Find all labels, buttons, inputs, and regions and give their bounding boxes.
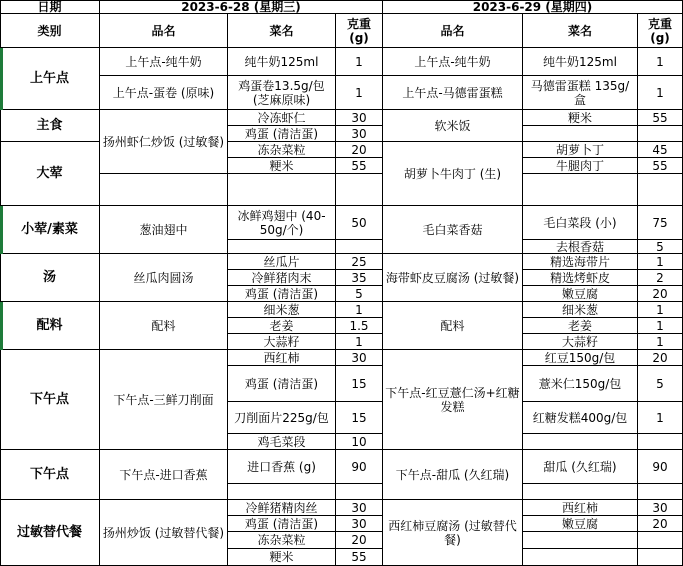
d1-alt-w-1[interactable]: 30 bbox=[336, 500, 383, 516]
d2-am-w-1[interactable]: 1 bbox=[638, 48, 683, 76]
d1-pm2-ing[interactable]: 进口香蕉 (g) bbox=[228, 450, 336, 484]
d1-pm2-dish[interactable]: 下午点-进口香蕉 bbox=[100, 450, 228, 500]
category-soup[interactable]: 汤 bbox=[0, 254, 100, 302]
d2-alt-empty-ing-1[interactable] bbox=[523, 532, 638, 549]
d1-alt-dish[interactable]: 扬州炒饭 (过敏替代餐) bbox=[100, 500, 228, 566]
d1-alt-ing-2[interactable]: 鸡蛋 (清洁蛋) bbox=[228, 516, 336, 532]
d1-pm-ing-1[interactable]: 西红柿 bbox=[228, 350, 336, 366]
row-marker bbox=[0, 302, 3, 350]
d2-pm-ing-2[interactable]: 薏米仁150g/包 bbox=[523, 366, 638, 402]
d2-big-dish[interactable]: 胡萝卜牛肉丁 (生) bbox=[383, 142, 523, 206]
d2-alt-empty-w-1[interactable] bbox=[638, 532, 683, 549]
d1-am-w-2[interactable]: 1 bbox=[336, 76, 383, 110]
category-side-dish[interactable]: 小荤/素菜 bbox=[0, 206, 100, 254]
d2-alt-ing-1[interactable]: 西红柿 bbox=[523, 500, 638, 516]
d1-main-w-1[interactable]: 30 bbox=[336, 110, 383, 126]
d1-main-ing-2[interactable]: 鸡蛋 (清洁蛋) bbox=[228, 126, 336, 142]
category-morning-snack[interactable]: 上午点 bbox=[0, 48, 100, 110]
d1-am-dish-1[interactable]: 上午点-纯牛奶 bbox=[100, 48, 228, 76]
d2-pm2-empty-ing[interactable] bbox=[523, 484, 638, 500]
d1-pl-w-1[interactable]: 1 bbox=[336, 302, 383, 318]
d2-big-empty-w[interactable] bbox=[638, 174, 683, 206]
d1-pm-w-3[interactable]: 15 bbox=[336, 402, 383, 434]
d1-small-w[interactable]: 50 bbox=[336, 206, 383, 240]
category-seasoning[interactable]: 配料 bbox=[0, 302, 100, 350]
header-date-1[interactable]: 2023-6-28 (星期三) bbox=[100, 0, 383, 14]
d1-main-dish[interactable]: 扬州虾仁炒饭 (过敏餐) bbox=[100, 110, 228, 174]
d2-am-w-2[interactable]: 1 bbox=[638, 76, 683, 110]
d1-alt-w-4[interactable]: 55 bbox=[336, 549, 383, 566]
d2-big-w-2[interactable]: 55 bbox=[638, 158, 683, 174]
d1-pl-ing-1[interactable]: 细米葱 bbox=[228, 302, 336, 318]
d2-alt-w-1[interactable]: 30 bbox=[638, 500, 683, 516]
header-date-label[interactable]: 日期 bbox=[0, 0, 100, 14]
d2-alt-empty-w-2[interactable] bbox=[638, 549, 683, 566]
header-date-2[interactable]: 2023-6-29 (星期四) bbox=[383, 0, 683, 14]
d2-pm2-w[interactable]: 90 bbox=[638, 450, 683, 484]
d2-pm2-dish[interactable]: 下午点-甜瓜 (久红瑞) bbox=[383, 450, 523, 500]
d2-soup-dish[interactable]: 海带虾皮豆腐汤 (过敏餐) bbox=[383, 254, 523, 302]
d2-small-w-1[interactable]: 75 bbox=[638, 206, 683, 240]
d1-small-empty-ing[interactable] bbox=[228, 240, 336, 254]
d1-small-empty-w[interactable] bbox=[336, 240, 383, 254]
category-allergy-alt[interactable]: 过敏替代餐 bbox=[0, 500, 100, 566]
d2-am-ing-1[interactable]: 纯牛奶125ml bbox=[523, 48, 638, 76]
d1-main-ing-1[interactable]: 冷冻虾仁 bbox=[228, 110, 336, 126]
header-category[interactable]: 类别 bbox=[0, 14, 100, 48]
d1-pm-ing-4[interactable]: 鸡毛菜段 bbox=[228, 434, 336, 450]
d1-pm-w-1[interactable]: 30 bbox=[336, 350, 383, 366]
d2-big-ing-2[interactable]: 牛腿肉丁 bbox=[523, 158, 638, 174]
d2-pm-w-1[interactable]: 20 bbox=[638, 350, 683, 366]
d1-pl-ing-2[interactable]: 老姜 bbox=[228, 318, 336, 334]
d1-small-dish[interactable]: 葱油翅中 bbox=[100, 206, 228, 254]
d1-pl-ing-3[interactable]: 大蒜籽 bbox=[228, 334, 336, 350]
d2-soup-ing-1[interactable]: 精选海带片 bbox=[523, 254, 638, 270]
d2-soup-w-2[interactable]: 2 bbox=[638, 270, 683, 286]
d1-main-empty-w[interactable] bbox=[336, 174, 383, 206]
d2-rice-ing[interactable]: 粳米 bbox=[523, 110, 638, 126]
d1-main-ing-3[interactable]: 冻杂菜粒 bbox=[228, 142, 336, 158]
d1-pl-w-3[interactable]: 1 bbox=[336, 334, 383, 350]
d2-soup-w-1[interactable]: 1 bbox=[638, 254, 683, 270]
d1-alt-ing-4[interactable]: 粳米 bbox=[228, 549, 336, 566]
d1-pm2-empty-ing[interactable] bbox=[228, 484, 336, 500]
category-afternoon-snack-1[interactable]: 下午点 bbox=[0, 350, 100, 450]
d2-pm2-ing[interactable]: 甜瓜 (久红瑞) bbox=[523, 450, 638, 484]
d1-pm-ing-3[interactable]: 刀削面片225g/包 bbox=[228, 402, 336, 434]
d1-main-empty-ing[interactable] bbox=[228, 174, 336, 206]
d2-pl-w-3[interactable]: 1 bbox=[638, 334, 683, 350]
d2-pm-w-3[interactable]: 1 bbox=[638, 402, 683, 434]
d1-am-ing-2[interactable]: 鸡蛋卷13.5g/包 (芝麻原味) bbox=[228, 76, 336, 110]
d1-main-w-2[interactable]: 30 bbox=[336, 126, 383, 142]
row-marker bbox=[0, 206, 3, 254]
d1-main-ing-4[interactable]: 粳米 bbox=[228, 158, 336, 174]
d2-pm-ing-3[interactable]: 红糖发糕400g/包 bbox=[523, 402, 638, 434]
d2-am-dish-2[interactable]: 上午点-马德雷蛋糕 bbox=[383, 76, 523, 110]
d2-rice-w[interactable]: 55 bbox=[638, 110, 683, 126]
d2-pm-w-2[interactable]: 5 bbox=[638, 366, 683, 402]
d2-pl-w-1[interactable]: 1 bbox=[638, 302, 683, 318]
d2-big-empty-ing[interactable] bbox=[523, 174, 638, 206]
d2-pl-ing-3[interactable]: 大蒜籽 bbox=[523, 334, 638, 350]
d1-alt-w-2[interactable]: 30 bbox=[336, 516, 383, 532]
d1-am-dish-2[interactable]: 上午点-蛋卷 (原味) bbox=[100, 76, 228, 110]
d2-pl-ing-2[interactable]: 老姜 bbox=[523, 318, 638, 334]
d1-pl-dish[interactable]: 配料 bbox=[100, 302, 228, 350]
d1-soup-w-3[interactable]: 5 bbox=[336, 286, 383, 302]
d2-pm-ing-1[interactable]: 红豆150g/包 bbox=[523, 350, 638, 366]
d1-pm2-empty-w[interactable] bbox=[336, 484, 383, 500]
d1-pm-w-4[interactable]: 10 bbox=[336, 434, 383, 450]
d2-soup-ing-3[interactable]: 嫩豆腐 bbox=[523, 286, 638, 302]
d1-alt-ing-1[interactable]: 冷鲜猪精肉丝 bbox=[228, 500, 336, 516]
d2-pm2-empty-w[interactable] bbox=[638, 484, 683, 500]
d2-pm-empty-ing[interactable] bbox=[523, 434, 638, 450]
d2-rice-dish[interactable]: 软米饭 bbox=[383, 110, 523, 142]
d2-big-w-1[interactable]: 45 bbox=[638, 142, 683, 158]
d1-am-ing-1[interactable]: 纯牛奶125ml bbox=[228, 48, 336, 76]
category-main-meat[interactable]: 大荤 bbox=[0, 142, 100, 206]
d2-alt-w-2[interactable]: 20 bbox=[638, 516, 683, 532]
category-staple[interactable]: 主食 bbox=[0, 110, 100, 142]
d1-pm-ing-2[interactable]: 鸡蛋 (清洁蛋) bbox=[228, 366, 336, 402]
d1-soup-w-1[interactable]: 25 bbox=[336, 254, 383, 270]
d2-am-ing-2[interactable]: 马德雷蛋糕 135g/盒 bbox=[523, 76, 638, 110]
d1-below-main-empty[interactable] bbox=[100, 174, 228, 206]
header-ingredient-1[interactable]: 菜名 bbox=[228, 14, 336, 48]
d1-main-w-3[interactable]: 20 bbox=[336, 142, 383, 158]
d2-alt-dish[interactable]: 西红柿豆腐汤 (过敏替代餐) bbox=[383, 500, 523, 566]
row-marker bbox=[0, 48, 3, 110]
d2-am-dish-1[interactable]: 上午点-纯牛奶 bbox=[383, 48, 523, 76]
header-dish-2[interactable]: 品名 bbox=[383, 14, 523, 48]
d1-soup-ing-2[interactable]: 冷鲜猪肉末 bbox=[228, 270, 336, 286]
d1-pl-w-2[interactable]: 1.5 bbox=[336, 318, 383, 334]
d2-alt-ing-2[interactable]: 嫩豆腐 bbox=[523, 516, 638, 532]
header-ingredient-2[interactable]: 菜名 bbox=[523, 14, 638, 48]
category-afternoon-snack-2[interactable]: 下午点 bbox=[0, 450, 100, 500]
d1-alt-w-3[interactable]: 20 bbox=[336, 532, 383, 549]
header-dish-1[interactable]: 品名 bbox=[100, 14, 228, 48]
d2-rice-empty-ing[interactable] bbox=[523, 126, 638, 142]
d2-pm-dish[interactable]: 下午点-红豆薏仁汤+红糖发糕 bbox=[383, 350, 523, 450]
d1-small-ing[interactable]: 冰鲜鸡翅中 (40-50g/个) bbox=[228, 206, 336, 240]
d2-pm-empty-w[interactable] bbox=[638, 434, 683, 450]
d1-am-w-1[interactable]: 1 bbox=[336, 48, 383, 76]
d2-pl-dish[interactable]: 配料 bbox=[383, 302, 523, 350]
d1-soup-ing-3[interactable]: 鸡蛋 (清洁蛋) bbox=[228, 286, 336, 302]
d1-main-w-4[interactable]: 55 bbox=[336, 158, 383, 174]
d1-soup-ing-1[interactable]: 丝瓜片 bbox=[228, 254, 336, 270]
d2-small-ing-2[interactable]: 去根香菇 bbox=[523, 240, 638, 254]
d1-pm-w-2[interactable]: 15 bbox=[336, 366, 383, 402]
d2-small-dish[interactable]: 毛白菜香菇 bbox=[383, 206, 523, 254]
d2-pl-ing-1[interactable]: 细米葱 bbox=[523, 302, 638, 318]
d2-pl-w-2[interactable]: 1 bbox=[638, 318, 683, 334]
d1-soup-dish[interactable]: 丝瓜肉圆汤 bbox=[100, 254, 228, 302]
d2-soup-ing-2[interactable]: 精选烤虾皮 bbox=[523, 270, 638, 286]
d2-big-ing-1[interactable]: 胡萝卜丁 bbox=[523, 142, 638, 158]
d2-rice-empty-w[interactable] bbox=[638, 126, 683, 142]
d2-small-w-2[interactable]: 5 bbox=[638, 240, 683, 254]
d2-soup-w-3[interactable]: 20 bbox=[638, 286, 683, 302]
header-weight-1[interactable]: 克重(g) bbox=[336, 14, 383, 48]
d1-pm-dish[interactable]: 下午点-三鲜刀削面 bbox=[100, 350, 228, 450]
d1-pm2-w[interactable]: 90 bbox=[336, 450, 383, 484]
header-weight-2[interactable]: 克重(g) bbox=[638, 14, 683, 48]
d1-soup-w-2[interactable]: 35 bbox=[336, 270, 383, 286]
d2-small-ing-1[interactable]: 毛白菜段 (小) bbox=[523, 206, 638, 240]
d2-alt-empty-ing-2[interactable] bbox=[523, 549, 638, 566]
d1-alt-ing-3[interactable]: 冻杂菜粒 bbox=[228, 532, 336, 549]
